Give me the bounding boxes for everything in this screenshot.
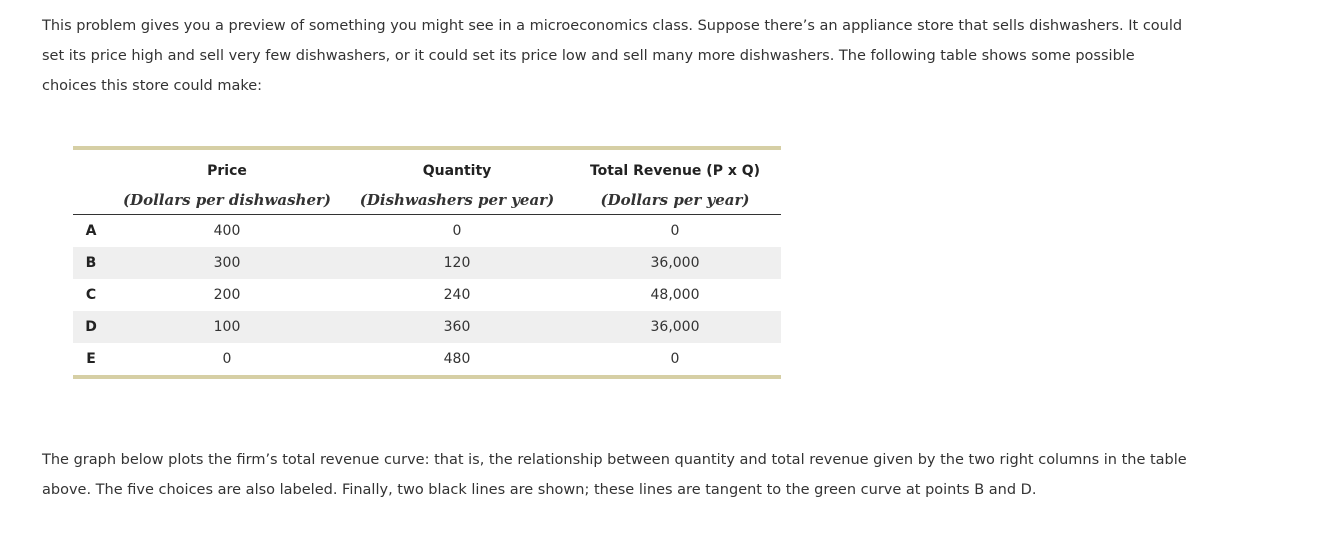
revenue-cell: 48,000 <box>650 287 700 303</box>
row-label-unit <box>73 185 109 215</box>
price-header: Price <box>207 163 247 179</box>
row-label: C <box>85 287 97 303</box>
price-cell: 100 <box>109 311 345 343</box>
revenue-cell: 36,000 <box>569 311 781 343</box>
outro-paragraph: The graph below plots the firm’s total revenue curve: that is, the relationship between quantity and total revenue given by the two right columns in the table above. The five choices are also labeled. Finally, two black lines are shown; these lines are tangent to the green curve at points B and D. <box>42 452 1187 498</box>
quantity-cell: 240 <box>443 287 471 303</box>
revenue-cell: 36,000 <box>569 247 781 279</box>
table-row <box>73 311 781 343</box>
price-cell: 200 <box>213 287 241 303</box>
revenue-cell: 0 <box>670 351 680 367</box>
table-row <box>73 343 781 375</box>
row-label: E <box>86 351 96 367</box>
revenue-unit: (Dollars per year) <box>569 185 781 215</box>
quantity-cell: 480 <box>443 351 471 367</box>
revenue-cell: 0 <box>670 223 680 239</box>
price-cell: 300 <box>109 247 345 279</box>
quantity-cell: 360 <box>345 311 569 343</box>
table-row <box>73 215 781 248</box>
quantity-header: Quantity <box>422 163 492 179</box>
row-label: D <box>73 311 109 343</box>
price-cell: 0 <box>222 351 232 367</box>
price-unit: (Dollars per dishwasher) <box>109 185 345 215</box>
quantity-unit: (Dishwashers per year) <box>345 185 569 215</box>
revenue-header: Total Revenue (P x Q) <box>589 163 761 179</box>
choices-table <box>73 146 781 379</box>
quantity-cell: 0 <box>452 223 462 239</box>
table-row <box>73 247 781 279</box>
row-label: B <box>73 247 109 279</box>
quantity-cell: 120 <box>345 247 569 279</box>
table-row <box>73 279 781 311</box>
price-cell: 400 <box>213 223 241 239</box>
intro-paragraph: This problem gives you a preview of something you might see in a microeconomics class. Suppose there’s an appliance store that sells dishwashers. It could set its price high and sell very few dishwashers, or it could set its price low and sell many more dishwashers. The following table shows some possible choices this store could make: <box>42 18 1183 94</box>
row-label-header <box>73 150 109 185</box>
row-label: A <box>85 223 97 239</box>
